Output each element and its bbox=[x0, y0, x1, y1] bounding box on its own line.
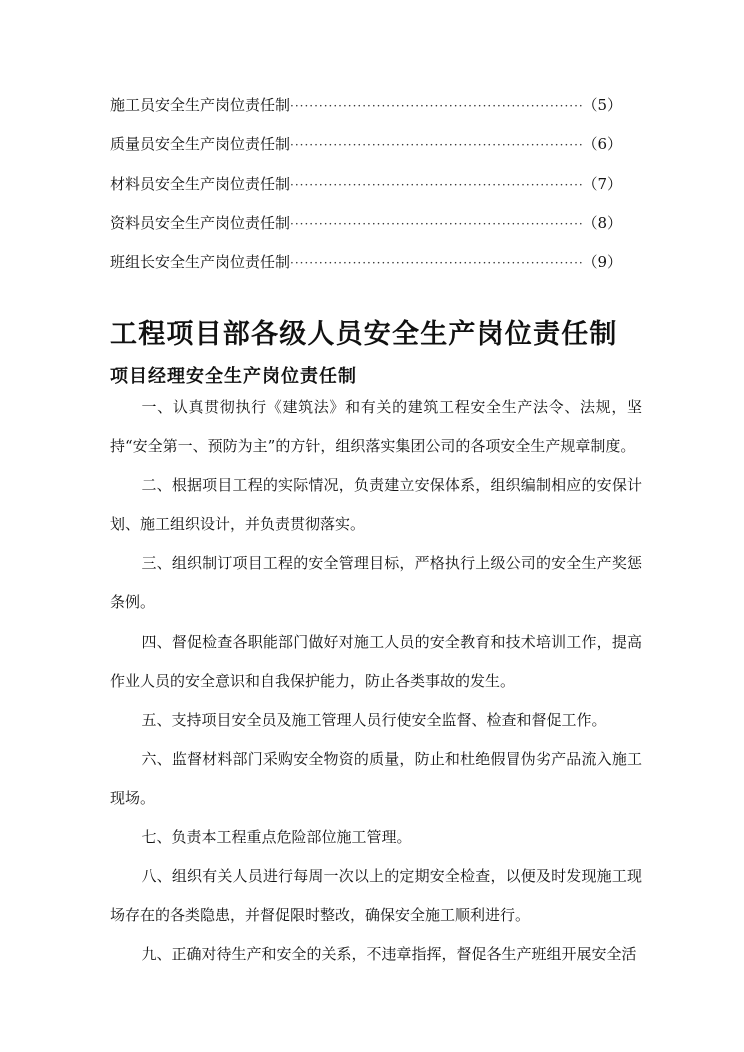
paragraph: 四、督促检查各职能部门做好对施工人员的安全教育和技术培训工作，提高作业人员的安全意识和自我保护能力，防止各类事故的发生。 bbox=[110, 632, 642, 690]
paragraph: 五、支持项目安全员及施工管理人员行使安全监督、检查和督促工作。 bbox=[141, 710, 607, 729]
section-body bbox=[110, 388, 642, 974]
paragraph: 八、组织有关人员进行每周一次以上的定期安全检查，以便及时发现施工现场存在的各类隐患，并督促限时整改，确保安全施工顺利进行。 bbox=[110, 867, 642, 925]
paragraph: 三、组织制订项目工程的安全管理目标，严格执行上级公司的安全生产奖惩条例。 bbox=[110, 554, 642, 612]
section-heading: 项目经理安全生产岗位责任制 bbox=[110, 365, 357, 387]
toc-leader bbox=[290, 99, 582, 113]
toc-leader bbox=[290, 217, 582, 231]
paragraph: 六、监督材料部门采购安全物资的质量，防止和杜绝假冒伪劣产品流入施工现场。 bbox=[110, 749, 642, 807]
toc-label: 班组长安全生产岗位责任制 bbox=[110, 253, 291, 272]
toc-entry[interactable] bbox=[110, 212, 622, 251]
toc-entry[interactable] bbox=[110, 94, 622, 133]
toc-page: （8） bbox=[582, 213, 622, 232]
paragraph: 九、正确对待生产和安全的关系，不违章指挥，督促各生产班组开展安全活 bbox=[141, 945, 637, 964]
toc-entry[interactable] bbox=[110, 133, 622, 172]
toc-label: 材料员安全生产岗位责任制 bbox=[110, 174, 291, 193]
table-of-contents bbox=[110, 94, 622, 290]
toc-entry[interactable] bbox=[110, 251, 622, 290]
toc-label: 施工员安全生产岗位责任制 bbox=[110, 96, 291, 114]
paragraph: 二、根据项目工程的实际情况，负责建立安保体系，组织编制相应的安保计划、施工组织设计，并负责贯彻落实。 bbox=[110, 476, 642, 534]
toc-page: （6） bbox=[582, 135, 622, 154]
toc-entry[interactable] bbox=[110, 173, 622, 212]
toc-page: （7） bbox=[582, 174, 622, 193]
toc-label: 质量员安全生产岗位责任制 bbox=[110, 135, 291, 154]
toc-page: （9） bbox=[582, 253, 622, 272]
document-title: 工程项目部各级人员安全生产岗位责任制 bbox=[110, 319, 618, 351]
toc-leader bbox=[290, 138, 582, 152]
toc-leader bbox=[290, 178, 582, 192]
paragraph: 一、认真贯彻执行《建筑法》和有关的建筑工程安全生产法令、法规，坚持“安全第一、预防为主”的方针，组织落实集团公司的各项安全生产规章制度。 bbox=[110, 398, 642, 456]
toc-page: （5） bbox=[582, 96, 622, 114]
toc-label: 资料员安全生产岗位责任制 bbox=[110, 213, 291, 232]
paragraph: 七、负责本工程重点危险部位施工管理。 bbox=[141, 828, 412, 847]
toc-leader bbox=[290, 256, 582, 270]
